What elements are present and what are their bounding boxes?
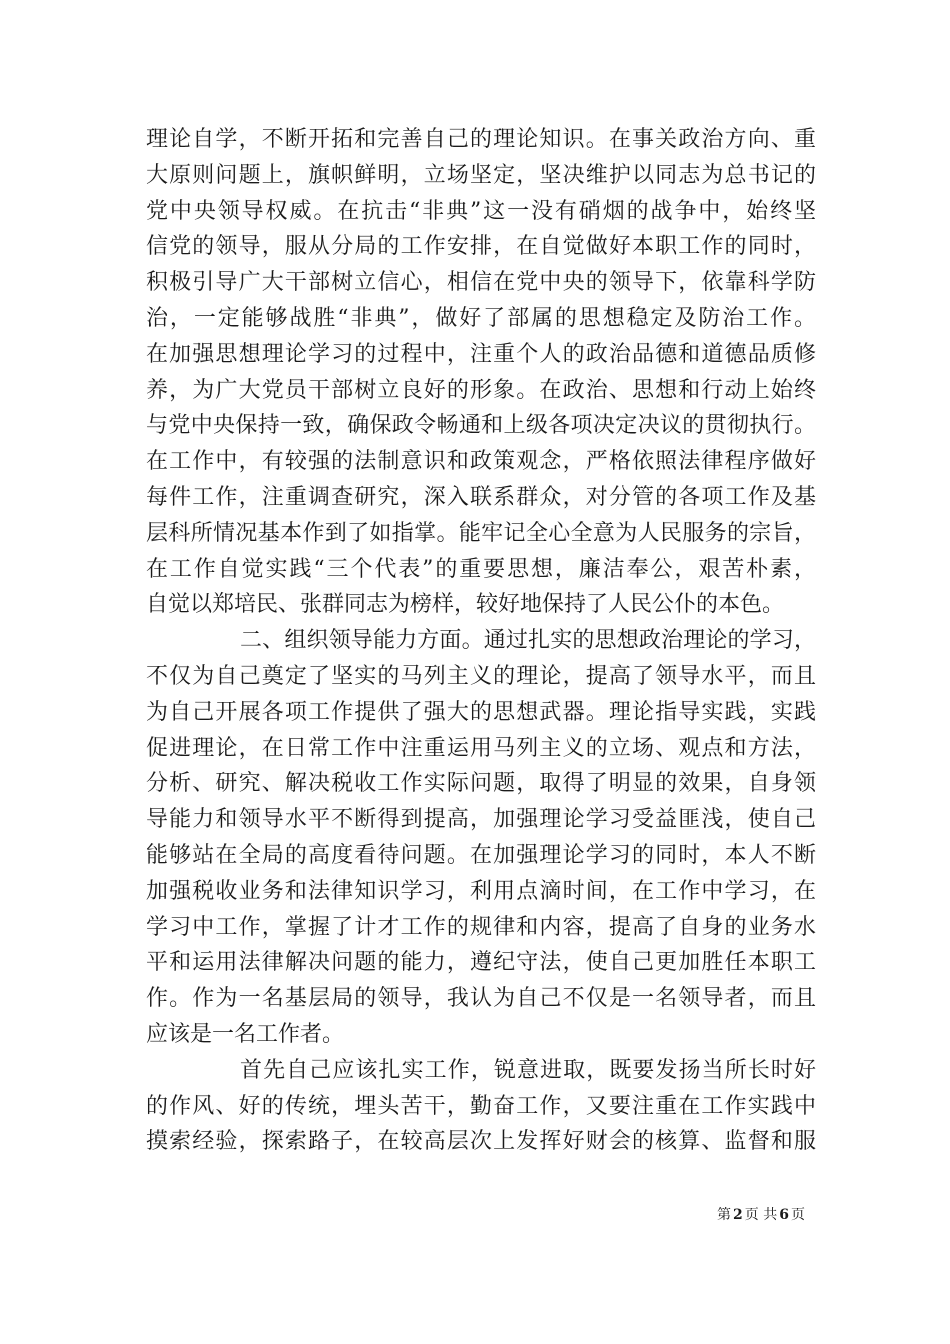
text-line: 每件工作，注重调查研究，深入联系群众，对分管的各项工作及基: [146, 484, 816, 510]
body-text: [146, 122, 816, 1160]
text-line: 为自己开展各项工作提供了强大的思想武器。理论指导实践，实践: [146, 699, 816, 725]
text-line: 积极引导广大干部树立信心，相信在党中央的领导下，依靠科学防: [146, 270, 816, 296]
footer-middle: 页 共: [744, 1207, 778, 1223]
text-line: 信党的领导，服从分局的工作安排，在自觉做好本职工作的同时，: [146, 234, 816, 260]
text-line: 不仅为自己奠定了坚实的马列主义的理论，提高了领导水平，而且: [146, 663, 816, 689]
text-line: 加强税收业务和法律知识学习，利用点滴时间，在工作中学习，在: [146, 878, 816, 904]
text-line: 与党中央保持一致，确保政令畅通和上级各项决定决议的贯彻执行。: [146, 413, 816, 439]
text-line: 理论自学，不断开拓和完善自己的理论知识。在事关政治方向、重: [146, 127, 816, 152]
text-line: 分析、研究、解决税收工作实际问题，取得了明显的效果，自身领: [146, 771, 816, 797]
text-line: 应该是一名工作者。: [146, 1021, 345, 1047]
text-line: 平和运用法律解决问题的能力，遵纪守法，使自己更加胜任本职工: [146, 950, 816, 976]
text-line: 导能力和领导水平不断得到提高，加强理论学习受益匪浅，使自己: [146, 807, 816, 833]
paragraph-first-line: 首先自己应该扎实工作，锐意进取，既要发扬当所长时好: [240, 1057, 816, 1083]
text-line: 治，一定能够战胜“非典”，做好了部属的思想稳定及防治工作。: [146, 305, 816, 331]
text-line: 作。作为一名基层局的领导，我认为自己不仅是一名领导者，而且: [146, 986, 816, 1012]
text-line: 养，为广大党员干部树立良好的形象。在政治、思想和行动上始终: [146, 377, 816, 403]
text-line: 摸索经验，探索路子，在较高层次上发挥好财会的核算、监督和服: [146, 1129, 816, 1155]
text-line: 党中央领导权威。在抗击“非典”这一没有硝烟的战争中，始终坚: [146, 198, 816, 224]
text-line: 自觉以郑培民、张群同志为榜样，较好地保持了人民公仆的本色。: [146, 592, 785, 618]
text-line: 层科所情况基本作到了如指掌。能牢记全心全意为人民服务的宗旨，: [146, 520, 816, 546]
text-line: 在工作自觉实践“三个代表”的重要思想，廉洁奉公，艰苦朴素，: [146, 556, 816, 582]
paragraph-heading-line: 二、组织领导能力方面。通过扎实的思想政治理论的学习，: [240, 628, 816, 654]
text-line: 学习中工作，掌握了计才工作的规律和内容，提高了自身的业务水: [146, 914, 816, 940]
text-line: 的作风、好的传统，埋头苦干，勤奋工作，又要注重在工作实践中: [146, 1093, 816, 1119]
text-line: 能够站在全局的高度看待问题。在加强理论学习的同时，本人不断: [146, 842, 816, 868]
text-line: 在加强思想理论学习的过程中，注重个人的政治品德和道德品质修: [146, 341, 816, 367]
footer-prefix: 第: [717, 1207, 732, 1223]
total-pages-number: 6: [779, 1207, 789, 1223]
page-number-footer: [717, 1204, 805, 1224]
text-line: 大原则问题上，旗帜鲜明，立场坚定，坚决维护以同志为总书记的: [146, 162, 816, 188]
footer-suffix: 页: [791, 1207, 805, 1223]
text-line: 在工作中，有较强的法制意识和政策观念，严格依照法律程序做好: [146, 449, 816, 475]
current-page-number: 2: [733, 1207, 743, 1223]
text-line: 促进理论，在日常工作中注重运用马列主义的立场、观点和方法，: [146, 735, 816, 761]
